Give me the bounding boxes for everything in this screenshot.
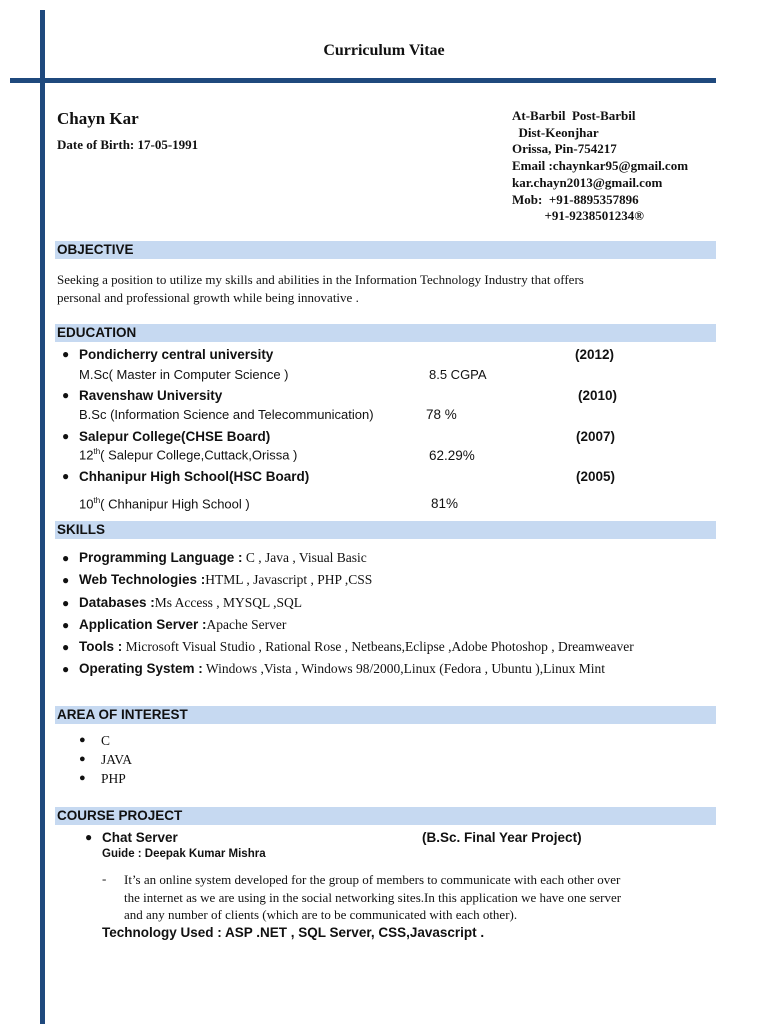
objective-line: personal and professional growth while being innovative . xyxy=(57,289,359,305)
edu-year: (2007) xyxy=(576,429,616,444)
address-line: At-Barbil Post-Barbil xyxy=(512,108,636,123)
bullet-icon: ● xyxy=(62,469,70,483)
phone-line: Mob: +91-8895357896 xyxy=(512,191,639,207)
objective-line: Seeking a position to utilize my skills and abilities in the Information Technology Industry that offers xyxy=(57,272,584,287)
left-border-bar xyxy=(40,10,45,1024)
description-line: It’s an online system developed for the group of members to communicate with each other over xyxy=(124,872,621,887)
bullet-icon: ● xyxy=(79,772,86,784)
edu-score: 62.29% xyxy=(429,448,475,463)
project-technology: Technology Used : ASP .NET , SQL Server, CSS,Javascript . xyxy=(102,925,485,940)
skills-heading: SKILLS xyxy=(55,521,716,539)
edu-year: (2010) xyxy=(578,388,618,403)
objective-text xyxy=(57,271,707,306)
document-title: Curriculum Vitae xyxy=(323,42,445,59)
skill-item: Application Server :Apache Server xyxy=(79,617,287,632)
edu-school: Pondicherry central university xyxy=(79,347,274,362)
project-description xyxy=(124,871,714,924)
edu-degree: M.Sc( Master in Computer Science ) xyxy=(79,367,289,382)
bullet-icon: ● xyxy=(62,618,70,632)
email-line: Email :chaynkar95@gmail.com xyxy=(512,158,689,174)
interest-heading: AREA OF INTEREST xyxy=(55,706,716,724)
education-heading: EDUCATION xyxy=(55,324,716,342)
description-line: the internet as we are using in the social networking sites.In this application we have one server xyxy=(124,889,622,905)
edu-school: Salepur College(CHSE Board) xyxy=(79,429,271,444)
contact-block xyxy=(512,108,688,225)
edu-year: (2005) xyxy=(576,469,616,484)
email-line: kar.chayn2013@gmail.com xyxy=(512,174,663,190)
candidate-name: Chayn Kar xyxy=(57,109,139,128)
objective-heading: OBJECTIVE xyxy=(55,241,716,259)
skill-item: Web Technologies :HTML , Javascript , PHP ,CSS xyxy=(79,572,373,587)
interest-item: JAVA xyxy=(101,752,133,767)
bullet-icon: ● xyxy=(62,573,70,587)
edu-degree: B.Sc (Information Science and Telecommunication) xyxy=(79,407,374,422)
edu-school: Chhanipur High School(HSC Board) xyxy=(79,469,310,484)
edu-degree: 10th( Chhanipur High School ) xyxy=(79,496,250,512)
project-name: Chat Server xyxy=(102,830,178,845)
description-line: and any number of clients (which are to be communicated with each other). xyxy=(124,907,518,922)
skill-item: Tools : Microsoft Visual Studio , Rational Rose , Netbeans,Eclipse ,Adobe Photoshop , Dreamweaver xyxy=(79,639,634,654)
edu-year: (2012) xyxy=(575,347,615,362)
date-of-birth: Date of Birth: 17-05-1991 xyxy=(57,137,199,152)
bullet-icon: ● xyxy=(62,347,70,361)
edu-degree: 12th( Salepur College,Cuttack,Orissa ) xyxy=(79,447,298,463)
edu-score: 8.5 CGPA xyxy=(429,367,487,382)
address-line: Orissa, Pin-754217 xyxy=(512,141,617,157)
bullet-icon: ● xyxy=(62,640,70,654)
bullet-icon: ● xyxy=(79,734,86,746)
skill-item: Operating System : Windows ,Vista , Windows 98/2000,Linux (Fedora , Ubuntu ),Linux Mint xyxy=(79,661,605,676)
edu-score: 81% xyxy=(431,496,459,511)
edu-school: Ravenshaw University xyxy=(79,388,223,403)
phone-line: +91-9238501234® xyxy=(512,208,644,224)
dash-marker: - xyxy=(102,871,107,886)
bullet-icon: ● xyxy=(85,830,93,844)
project-guide: Guide : Deepak Kumar Mishra xyxy=(102,848,266,860)
project-heading: COURSE PROJECT xyxy=(55,807,716,825)
header-rule xyxy=(10,78,716,83)
bullet-icon: ● xyxy=(79,753,86,765)
bullet-icon: ● xyxy=(62,662,70,676)
bullet-icon: ● xyxy=(62,429,70,443)
bullet-icon: ● xyxy=(62,596,70,610)
address-line: Dist-Keonjhar xyxy=(512,124,599,140)
bullet-icon: ● xyxy=(62,388,70,402)
interest-item: PHP xyxy=(101,771,126,786)
project-type: (B.Sc. Final Year Project) xyxy=(422,830,582,845)
bullet-icon: ● xyxy=(62,551,70,565)
edu-score: 78 % xyxy=(426,407,457,422)
skill-item: Programming Language : C , Java , Visual Basic xyxy=(79,550,367,565)
interest-item: C xyxy=(101,733,111,748)
skill-item: Databases :Ms Access , MYSQL ,SQL xyxy=(79,595,303,610)
